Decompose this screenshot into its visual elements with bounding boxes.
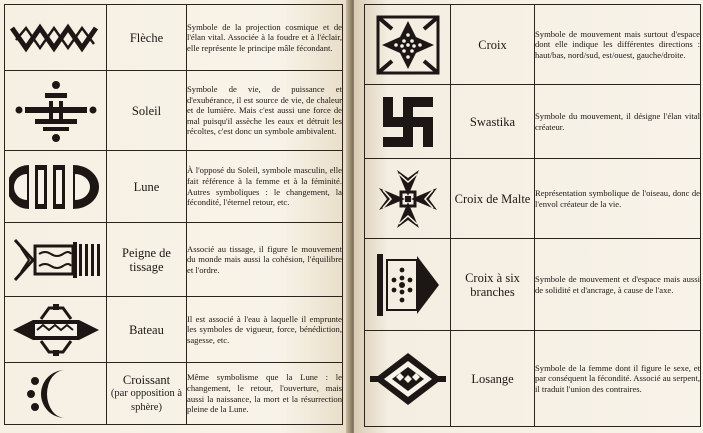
symbols-table-right [364,4,701,427]
zigzag-arrow-icon [10,20,102,56]
table-row [5,297,343,363]
symbol-description: Symbole de mouvement mais surtout d'espace dont elle indique les différentes directions : haut/bas, nord/sud, est/ouest, gauche/droite. [535,5,701,85]
table-row [5,223,343,297]
symbol-description: Symbole de mouvement et d'espace mais aussi de solidité et d'ancrage, à cause de l'axe. [535,239,701,331]
symbol-name: Flèche [107,5,187,71]
symbol-name: Croix [451,5,535,85]
weaving-comb-icon [9,232,103,288]
symbol-name: Croix à six branches [451,239,535,331]
left-page [0,0,350,433]
symbol-name: Croix de Malte [451,159,535,239]
six-branch-cross-icon [373,250,443,320]
symbol-name: Soleil [107,71,187,151]
symbol-name: Peigne de tissage [122,245,171,274]
symbol-name: Swastika [451,85,535,159]
maltese-cross-icon [375,166,441,232]
lozenge-icon [370,349,446,409]
symbol-description: Il est associé à l'eau à laquelle il emprunte les symboles de vigueur, force, bénédiction, sagesse, etc. [187,297,343,363]
symbols-table-left [4,4,343,425]
symbol-description: Symbole de vie, de puissance et d'exubérance, il est source de vie, de chaleur et de lumière. Mais c'est aussi une force de mal puisqu'il assèche les eaux et détruit les récoltes, c'est donc un symbole ambivalent. [187,71,343,151]
symbol-name: Bateau [107,297,187,363]
symbol-description: Même symbolisme que la Lune : le changement, le retour, l'ouverture, mais aussi la naissance, la mort et la résurrection pleine de la Lune. [187,363,343,425]
table-row [5,71,343,151]
symbol-description: Symbole du mouvement, il désigne l'élan vital créateur. [535,85,701,159]
cross-diamond-icon [376,15,440,75]
symbol-description: Symbole de la femme dont il figure le sexe, et par conséquent la fécondité. Associé au serpent, il traduit l'union des contraires. [535,331,701,427]
symbol-name: Croissant [122,372,171,387]
table-row [365,5,701,85]
symbol-description: Symbole de la projection cosmique et de l'élan vital. Associée à la foudre et à l'éclair, elle représente le principe mâle fécondant. [187,5,343,71]
table-row [365,331,701,427]
symbol-name: Losange [451,331,535,427]
symbol-name: Lune [107,151,187,223]
symbol-description: Associé au tissage, il figure le mouvement du monde mais aussi la cohésion, l'équilibre et l'ordre. [187,223,343,297]
sun-symbol-icon [13,79,99,143]
table-row [5,363,343,425]
symbol-name-sub: (par opposition à sphère) [110,387,183,413]
symbol-description: À l'opposé du Soleil, symbole masculin, elle fait référence à la femme et à la féminité. Autres symboliques : le changement, la fécondité, l'éternel retour, etc. [187,151,343,223]
table-row [365,239,701,331]
swastika-icon [379,93,437,151]
crescent-symbol-icon [21,367,91,421]
symbol-description: Représentation symbolique de l'oiseau, donc de l'envol créateur de la vie. [535,159,701,239]
boat-symbol-icon [9,302,103,358]
moon-symbol-icon [9,162,103,212]
table-row [365,85,701,159]
table-row [5,151,343,223]
table-row [5,5,343,71]
table-row [365,159,701,239]
right-page [354,0,703,433]
